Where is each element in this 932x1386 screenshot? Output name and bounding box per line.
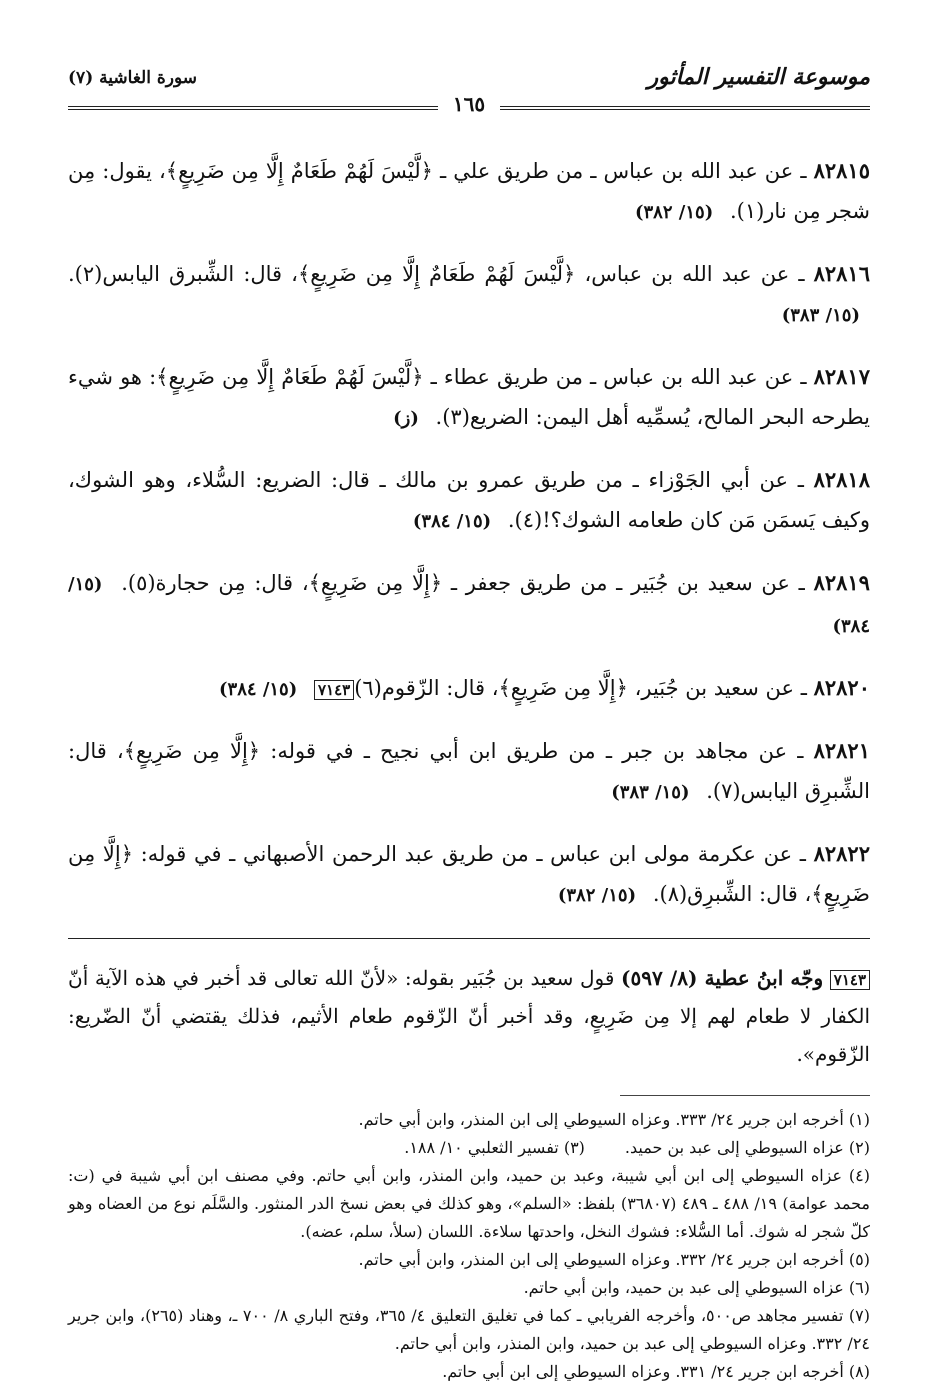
footnote: (٤) عزاه السيوطي إلى ابن أبي شيبة، وعبد بن حميد، وابن المنذر، وابن أبي حاتم. وفي مصنف ابن أبي شيبة في (ت: محمد عوامة) ١٩/ ٤٨٨ ـ ٤٨٩ (٣٦٨٠٧) بلفظ: «السلم»، وهو كذلك في بعض نسخ الدر المنثور. والسَّلَم نوع من العضاه وهو كلّ شجر له شوك. أما السُّلاء: فشوك النخل، واحدتها سلاءة. اللسان (سلأ، سلم، عضه).	[68, 1166, 871, 1241]
page	[68, 60, 870, 1386]
entry	[68, 460, 870, 542]
entry-number: ٨٢٨١٥	[813, 158, 870, 183]
entry-text: ـ عن عبد الله بن عباس ـ من طريق عطاء ـ ﴿لَّيْسَ لَهُمْ طَعَامٌ إِلَّا مِن ضَرِيعٍ﴾: هو شيء يطرحه البحر المالح، يُسمِّيه أهل اليمن: الضريع(٣).	[68, 365, 870, 429]
footnotes	[68, 1106, 870, 1386]
note-text: قول سعيد بن جُبَير بقوله: «لأنّ الله تعالى قد أخبر في هذه الآية أنّ الكفار لا طعام لهم إلا مِن ضَرِيعٍ، وقد أخبر أنّ الزّقوم طعام الأثيم، فذلك يقتضي أنّ الضّريع: الزّقوم».	[68, 966, 870, 1066]
entries	[68, 151, 870, 916]
entry-ref: (١٥/ ٣٨٤)	[219, 679, 298, 700]
surah-title: سورة الغاشية (٧)	[68, 68, 197, 88]
footnote: (٢) عزاه السيوطي إلى عبد بن حميد.	[624, 1138, 870, 1157]
entry-number: ٨٢٨١٦	[813, 261, 870, 286]
entry-text: ـ عن مجاهد بن جبر ـ من طريق ابن أبي نجيح ـ في قوله: ﴿إِلَّا مِن ضَرِيعٍ﴾، قال: الشِّبرِق اليابس(٧).	[68, 739, 870, 803]
header-rule-left	[68, 106, 438, 110]
entry-number: ٨٢٨٢١	[813, 738, 870, 763]
entry-ref: (١٥/ ٣٨٢)	[557, 885, 637, 906]
footnote-separator	[620, 1095, 870, 1096]
footnote: (٦) عزاه السيوطي إلى عبد بن حميد، وابن أبي حاتم.	[523, 1278, 870, 1297]
entry-text: ـ عن سعيد بن جُبَير ـ من طريق جعفر ـ ﴿إِلَّا مِن ضَرِيعٍ﴾، قال: مِن حجارة(٥).	[121, 571, 805, 595]
footnote: (٥) أخرجه ابن جرير ٢٤/ ٣٣٢. وعزاه السيوطي إلى ابن المنذر، وابن أبي حاتم.	[358, 1250, 870, 1269]
page-header	[68, 60, 870, 130]
entry	[68, 834, 870, 916]
entry-number: ٨٢٨٢٢	[813, 841, 870, 866]
entry	[68, 151, 870, 233]
footnote-row	[68, 1134, 870, 1162]
entry-number: ٨٢٨١٨	[813, 467, 870, 492]
entry-ref: (١٥/ ٣٨٣)	[611, 782, 690, 803]
page-number: ١٦٥	[443, 92, 495, 116]
book-title: موسوعة التفسير المأثور	[647, 64, 870, 90]
entry-number: ٨٢٨١٩	[813, 570, 870, 595]
entry-text: ـ عن عبد الله بن عباس ـ من طريق علي ـ ﴿لَّيْسَ لَهُمْ طَعَامٌ إِلَّا مِن ضَرِيعٍ﴾، يقول: مِن شجر مِن نار(١).	[68, 159, 870, 223]
footnote: (٣) تفسير الثعلبي ١٠/ ١٨٨.	[404, 1138, 585, 1157]
cross-ref-badge: ٧١٤٣	[314, 680, 354, 700]
entry-ref: (ز)	[393, 408, 419, 429]
entry-text: ـ عن عكرمة مولى ابن عباس ـ من طريق عبد الرحمن الأصبهاني ـ في قوله: ﴿إِلَّا مِن ضَرِيعٍ﴾، قال: الشِّبرِق(٨).	[68, 842, 870, 906]
entry	[68, 357, 870, 439]
entry-ref: (١٥/ ٣٨٣)	[781, 305, 860, 326]
entry-ref: (١٥/ ٣٨٢)	[634, 202, 714, 223]
footnote: (٧) تفسير مجاهد ص٥٠٠، وأخرجه الفريابي ـ كما في تغليق التعليق ٤/ ٣٦٥، وفتح الباري ٨/ ٧٠٠ ـ، وهناد (٢٦٥)، وابن جرير ٢٤/ ٣٣٢. وعزاه السيوطي إلى عبد بن حميد، وابن المنذر، وابن أبي حاتم.	[68, 1306, 870, 1353]
entry-text: ـ عن سعيد بن جُبَير، ﴿إِلَّا مِن ضَرِيعٍ﴾، قال: الزّقوم(٦)	[354, 676, 807, 700]
entry-ref: (١٥/ ٣٨٤)	[68, 574, 870, 637]
entry	[68, 731, 870, 813]
header-rule-right	[500, 106, 870, 110]
entry-text: ـ عن أبي الجَوْزاء ـ من طريق عمرو بن مالك ـ قال: الضريع: السُّلاء، وهو الشوك، وكيف يَسمَن مَن كان طعامه الشوك؟!(٤).	[68, 468, 870, 532]
commentary-note	[68, 959, 870, 1073]
entry	[68, 563, 870, 647]
footnote: (٨) أخرجه ابن جرير ٢٤/ ٣٣١. وعزاه السيوطي إلى ابن أبي حاتم.	[442, 1362, 870, 1381]
entry	[68, 668, 870, 710]
entry-ref: (١٥/ ٣٨٤)	[412, 511, 492, 532]
footnote: (١) أخرجه ابن جرير ٢٤/ ٣٣٣. وعزاه السيوطي إلى ابن المنذر، وابن أبي حاتم.	[358, 1110, 870, 1129]
entry	[68, 254, 870, 336]
note-lead: وجّه ابنُ عطية (٨/ ٥٩٧)	[621, 966, 824, 990]
entry-number: ٨٢٨٢٠	[813, 675, 870, 700]
section-divider	[68, 938, 870, 939]
entry-text: ـ عن عبد الله بن عباس، ﴿لَّيْسَ لَهُمْ طَعَامٌ إِلَّا مِن ضَرِيعٍ﴾، قال: الشِّبرق اليابس(٢).	[68, 262, 805, 286]
entry-number: ٨٢٨١٧	[813, 364, 870, 389]
note-badge: ٧١٤٣	[830, 970, 870, 990]
